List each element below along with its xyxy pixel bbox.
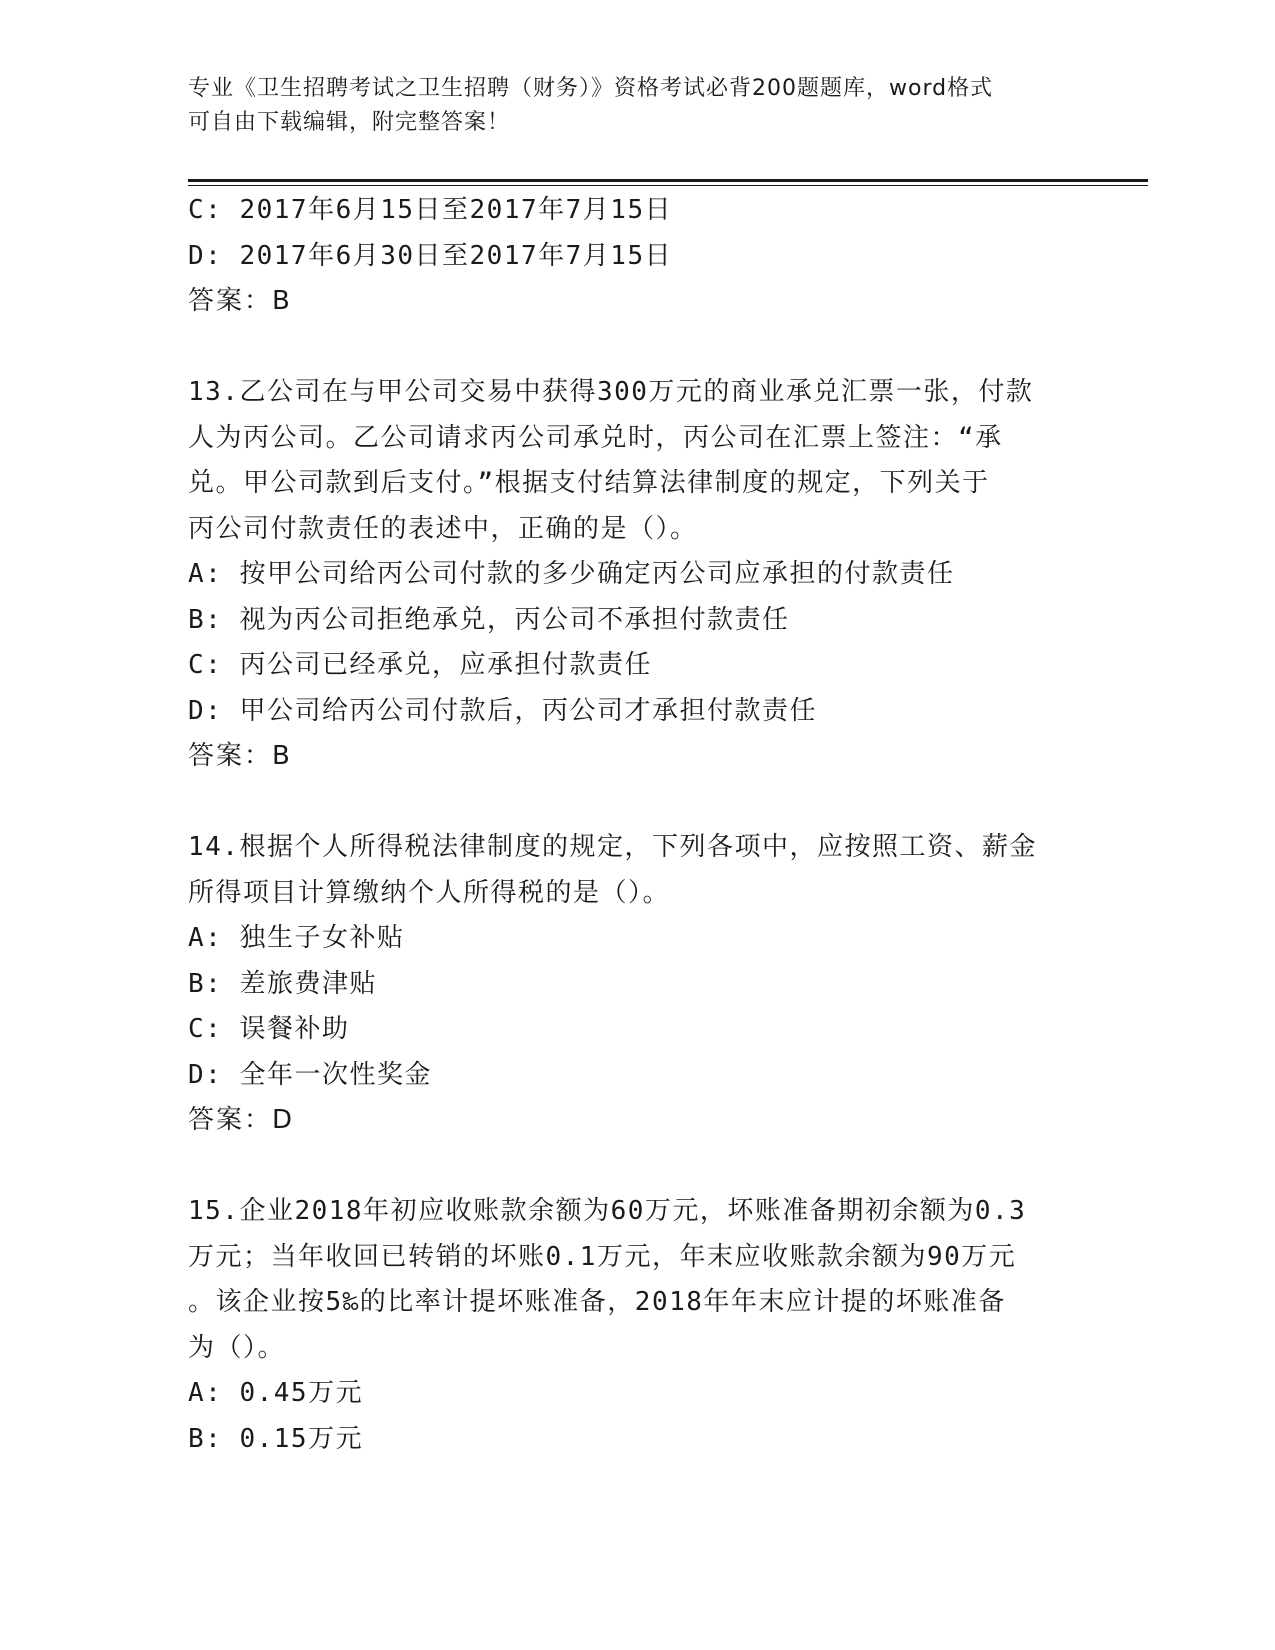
question-14 (188, 825, 1068, 1144)
option-b: B: 差旅费津贴 (188, 968, 377, 999)
option-a: A: 按甲公司给丙公司付款的多少确定丙公司应承担的付款责任 (188, 559, 955, 589)
question-15 (188, 1189, 1068, 1462)
option-c: C: 2017年6月15日至2017年7月15日 (188, 195, 673, 225)
option-b: B: 视为丙公司拒绝承兑，丙公司不承担付款责任 (188, 604, 790, 635)
option-a: A: 独生子女补贴 (188, 923, 405, 953)
answer-line: 答案：D (188, 1105, 295, 1135)
document-body (188, 188, 1068, 1462)
question-stem-line: 万元；当年收回已转销的坏账0.1万元，年末应收账款余额为90万元 (188, 1241, 1017, 1272)
option-d: D: 2017年6月30日至2017年7月15日 (188, 240, 673, 271)
question-stem-line: 15.企业2018年初应收账款余额为60万元，坏账准备期初余额为0.3 (188, 1196, 1027, 1226)
header-line-1: 专业《卫生招聘考试之卫生招聘（财务）》资格考试必背200题题库，word格式 (188, 76, 994, 101)
header-divider-thick (188, 179, 1148, 182)
question-stem-line: 兑。甲公司款到后支付。”根据支付结算法律制度的规定，下列关于 (188, 468, 990, 498)
header-line-2: 可自由下载编辑，附完整答案！ (188, 110, 511, 135)
spacer (188, 325, 1068, 371)
question-stem-line: 为（）。 (188, 1332, 286, 1363)
question-stem-line: 丙公司付款责任的表述中，正确的是（）。 (188, 513, 698, 544)
question-stem-line: 所得项目计算缴纳个人所得税的是（）。 (188, 877, 671, 908)
question-stem-line: 13.乙公司在与甲公司交易中获得300万元的商业承兑汇票一张，付款 (188, 377, 1034, 407)
header-divider-thin (188, 185, 1148, 186)
question-stem-line: 14.根据个人所得税法律制度的规定，下列各项中，应按照工资、薪金 (188, 832, 1037, 862)
page-header (188, 72, 1068, 140)
option-c: C: 丙公司已经承兑，应承担付款责任 (188, 650, 652, 680)
answer-line: 答案：B (188, 741, 292, 771)
spacer (188, 780, 1068, 826)
answer-line: 答案：B (188, 286, 292, 316)
question-12-tail (188, 188, 1068, 325)
option-d: D: 全年一次性奖金 (188, 1059, 432, 1090)
spacer (188, 1144, 1068, 1190)
question-stem-line: 。该企业按5‰的比率计提坏账准备，2018年年末应计提的坏账准备 (188, 1287, 1006, 1317)
option-c: C: 误餐补助 (188, 1014, 350, 1044)
option-b: B: 0.15万元 (188, 1423, 364, 1454)
question-stem-line: 人为丙公司。乙公司请求丙公司承兑时，丙公司在汇票上签注：“承 (188, 422, 1003, 453)
option-d: D: 甲公司给丙公司付款后，丙公司才承担付款责任 (188, 695, 817, 726)
question-13 (188, 370, 1068, 780)
option-a: A: 0.45万元 (188, 1378, 364, 1408)
